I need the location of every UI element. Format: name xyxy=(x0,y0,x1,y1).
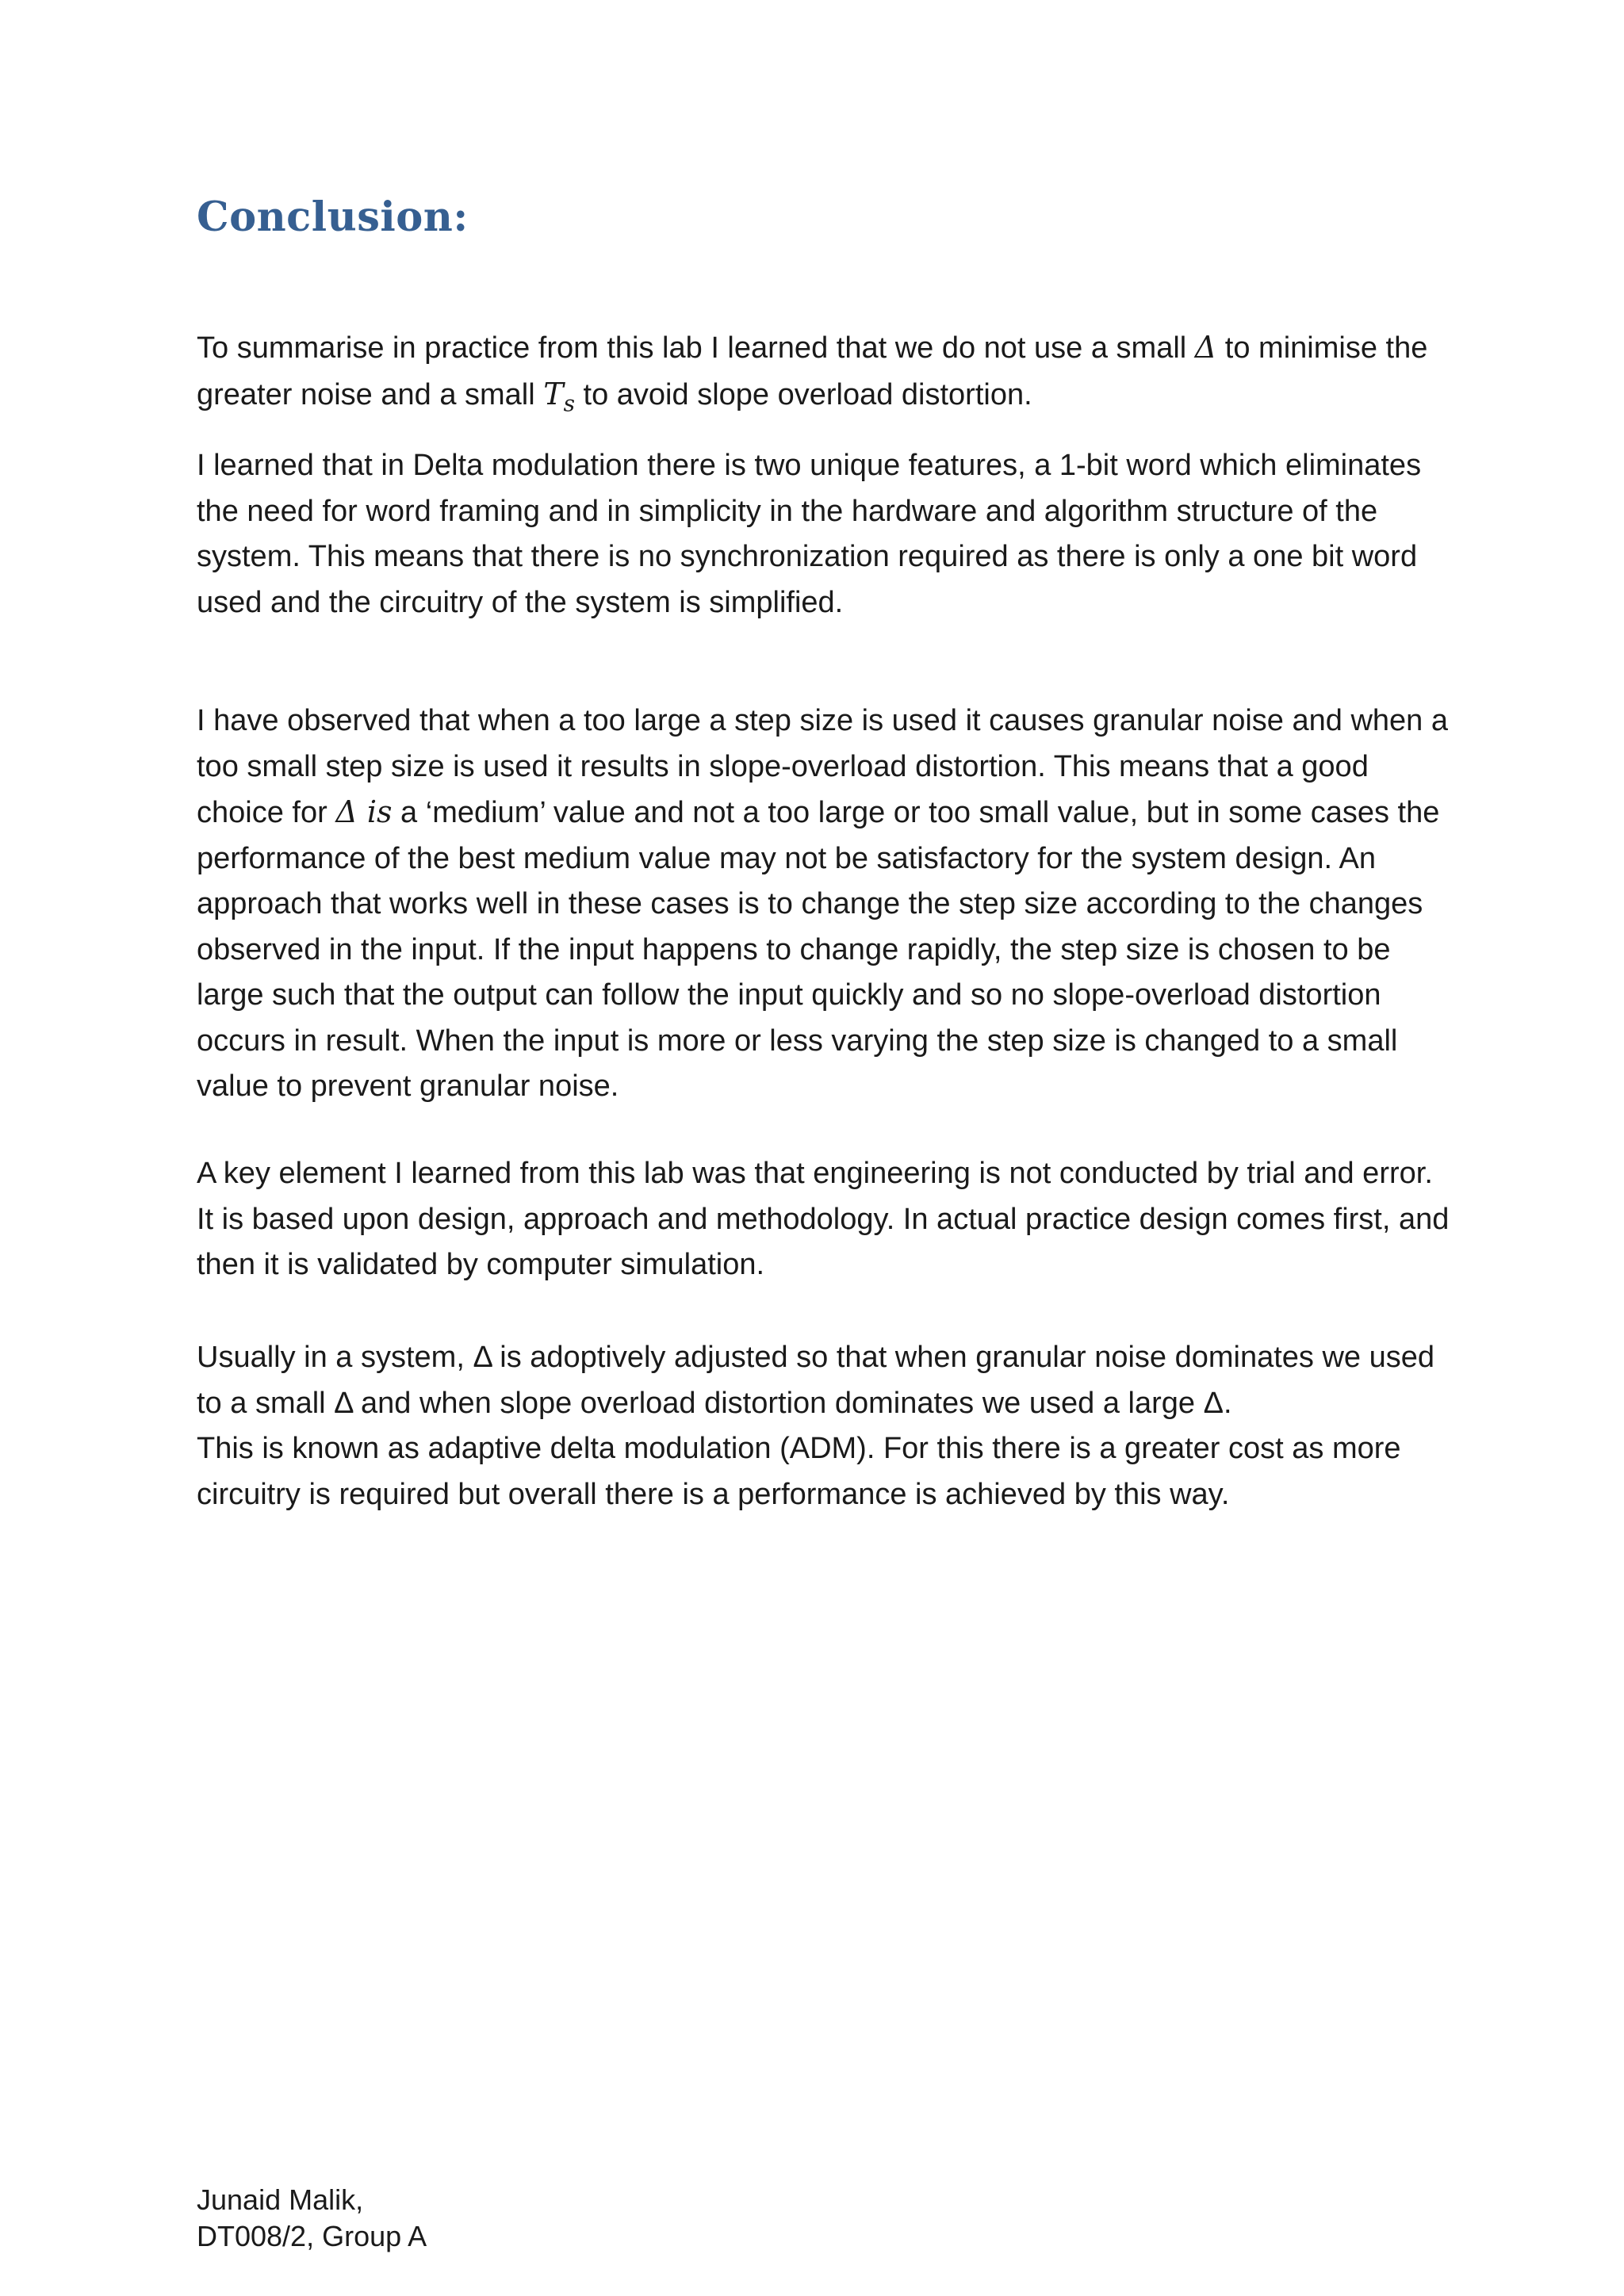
text-segment: to minimise the greater noise and a small xyxy=(197,331,1428,411)
paragraph-features xyxy=(197,443,1450,626)
page-title: Conclusion: xyxy=(197,193,469,241)
author-name: Junaid Malik, xyxy=(197,2183,364,2216)
ts-symbol xyxy=(543,376,575,417)
delta-symbol: Δ xyxy=(1194,330,1217,365)
delta-is-text: Δ is xyxy=(335,794,393,829)
ts-subscript: s xyxy=(563,390,575,417)
paragraph-adm xyxy=(197,1335,1450,1517)
text-segment: a ‘medium’ value and not a too large or too small value, but in some cases the performance of the best medium value may not be satisfactory for the system design. An approach that works well in these cases is to change the step size according to the changes observed in the input. If the input happens to change rapidly, the step size is chosen to be large such that the output can follow the input quickly and so no slope-overload distortion occurs in result. When the input is more or less varying the step size is changed to a small value to prevent granular noise. xyxy=(197,796,1440,1103)
paragraph-adm-line1: Usually in a system, Δ is adoptively adjusted so that when granular noise dominates we used to a small Δ and when slope overload distortion dominates we used a large Δ. xyxy=(197,1341,1435,1420)
footer-author xyxy=(197,2182,427,2255)
text-segment: To summarise in practice from this lab I learned that we do not use a small xyxy=(197,331,1195,365)
text-segment: I have observed that when a too large a step size is used it causes granular noise and when a too small step size is used it results in slope-overload distortion. This means that a good choice for xyxy=(197,704,1448,829)
paragraph-adm-line2: This is known as adaptive delta modulation (ADM). For this there is a greater cost as more circuitry is required but overall there is a performance is achieved by this way. xyxy=(197,1432,1401,1511)
paragraph-key-element xyxy=(197,1151,1450,1288)
author-group: DT008/2, Group A xyxy=(197,2220,427,2252)
paragraph-summary xyxy=(197,325,1450,427)
paragraph-features-text: I learned that in Delta modulation there is two unique features, a 1-bit word which eliminates the need for word framing and in simplicity in the hardware and algorithm structure of the system. This means that there is no synchronization required as there is only a one bit word used and the circuitry of the system is simplified. xyxy=(197,449,1422,619)
paragraph-observations xyxy=(197,698,1450,1110)
text-segment: to avoid slope overload distortion. xyxy=(574,377,1032,411)
ts-base: T xyxy=(543,376,564,411)
paragraph-key-element-text: A key element I learned from this lab was that engineering is not conducted by trial and error. It is based upon design, approach and methodology. In actual practice design comes first, and then it is validated by computer simulation. xyxy=(197,1157,1450,1281)
